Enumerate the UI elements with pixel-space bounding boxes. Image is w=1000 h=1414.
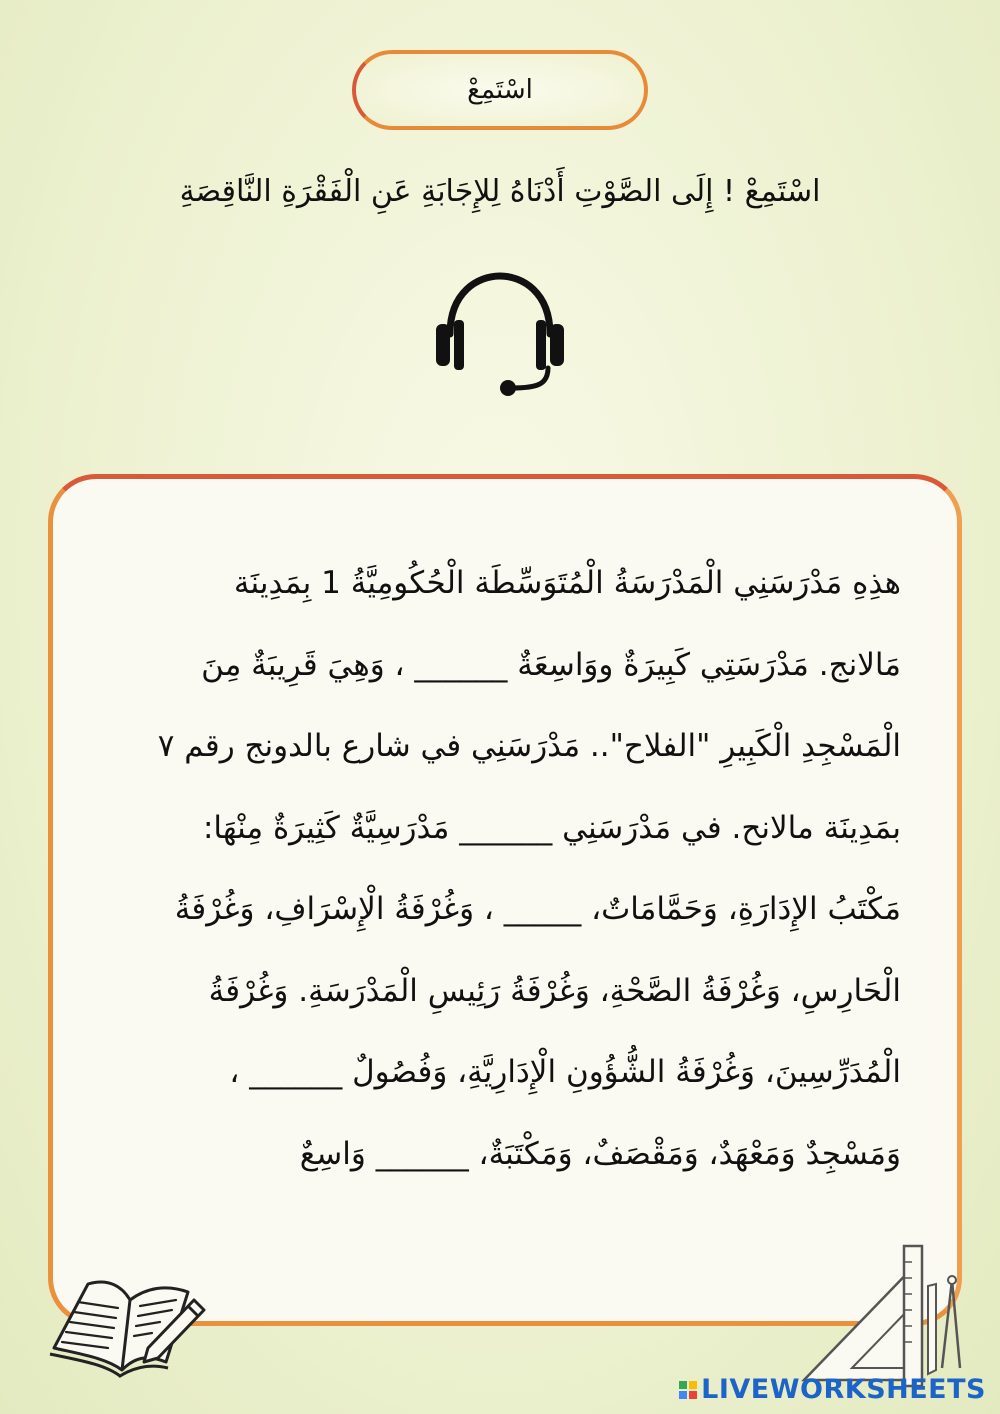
- geometry-tools-icon: [790, 1240, 970, 1390]
- brand-name: LIVEWORKSHEETS: [701, 1374, 986, 1405]
- listen-badge-label: اسْتَمِعْ: [467, 75, 533, 105]
- listen-badge: [352, 50, 648, 130]
- passage-line: هذِهِ مَدْرَسَنِي الْمَدْرَسَةُ الْمُتَوَسِّطَة الْحُكُومِيَّةُ 1 بِمَدِينَة: [233, 565, 901, 601]
- passage-text: [93, 543, 901, 1195]
- brand-logo: [679, 1374, 986, 1405]
- open-book-pencil-icon: [48, 1270, 208, 1390]
- passage-line: مَكْتَبُ الإِدَارَةِ، وَحَمَّامَاتٌ، _____ ، وَغُرْفَةُ الْإِسْرَافِ، وَغُرْفَةُ: [174, 891, 901, 927]
- passage-panel: [48, 474, 962, 1326]
- passage-line: وَمَسْجِدٌ وَمَعْهَدٌ، وَمَقْصَفٌ، وَمَكْتَبَةٌ، ______ وَاسِعٌ: [299, 1135, 901, 1172]
- passage-line: مَالانج. مَدْرَسَتِي كَبِيرَةٌ ووَاسِعَةٌ ______ ، وَهِيَ قَرِيبَةٌ مِنَ: [201, 646, 901, 683]
- passage-line: الْحَارِسِ، وَغُرْفَةُ الصَّحْةِ، وَغُرْفَةُ رَئِيسِ الْمَدْرَسَةِ. وَغُرْفَةُ: [208, 972, 901, 1009]
- passage-line: الْمُدَرِّسِينَ، وَغُرْفَةُ الشُّؤُونِ الْإِدَارِيَّةِ، وَفُصُولٌ ______ ،: [229, 1054, 901, 1090]
- passage-line: الْمَسْجِدِ الْكَبِيرِ "الفلاح".. مَدْرَسَنِي في شارع بالدونج رقم ٧: [157, 728, 901, 764]
- passage-line: بمَدِينَة مالانح. في مَدْرَسَنِي ______ مَدْرَسِيَّةٌ كَثِيرَةٌ مِنْهَا:: [202, 809, 901, 846]
- instruction-text: اسْتَمِعْ ! إِلَى الصَّوْتِ أَدْنَاهُ لِلإِجَابَةِ عَنِ الْفَقْرَةِ النَّاقِصَةِ: [179, 174, 821, 209]
- headset-icon[interactable]: [428, 272, 572, 400]
- brand-mark-icon: [679, 1381, 697, 1399]
